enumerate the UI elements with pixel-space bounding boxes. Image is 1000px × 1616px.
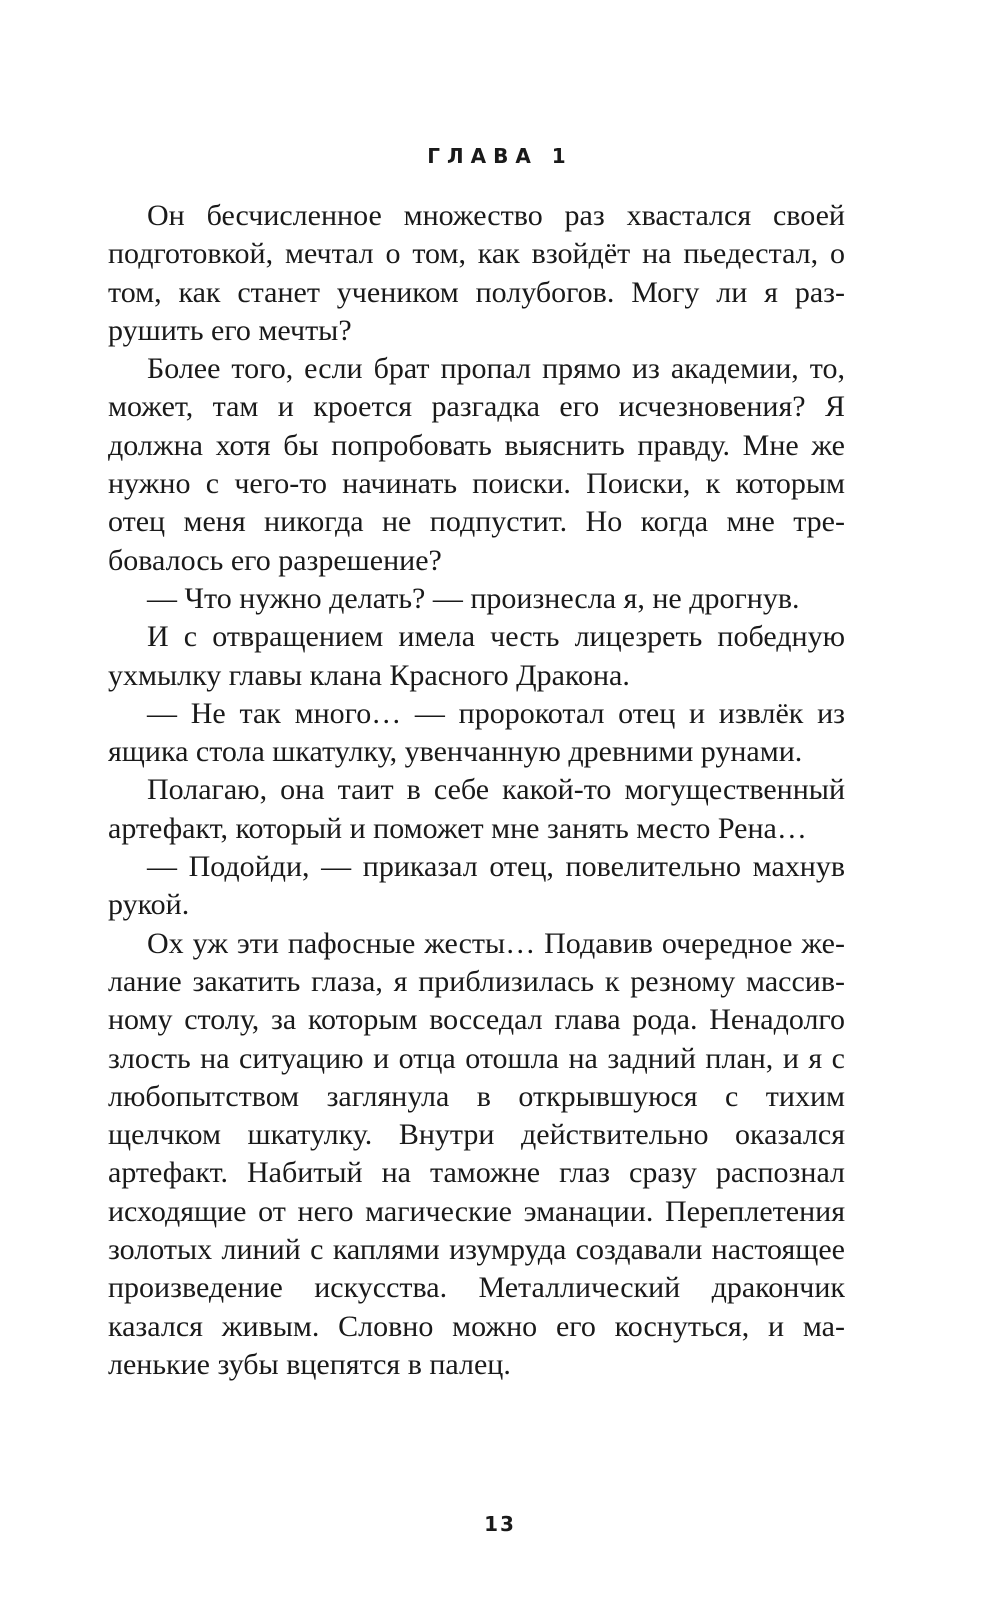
body-text — [108, 197, 845, 1384]
paragraph: Ох уж эти пафосные жесты… Подавив очередное желание закатить глаза, я приблизилась к резному массивному столу, за которым восседал глава рода. Ненадолго злость на ситуацию и отца отошла на задний план, и я с любопытством заглянула в открывшуюся с тихим щелчком шкатулку. Внутри действительно оказался артефакт. Набитый на таможне глаз сразу распознал исходящие от него магические эманации. Переплетения золотых линий с каплями изумруда создавали настоящее произведение искусства. Металлический дракончик казался живым. Словно можно его коснуться, и маленькие зубы вцепятся в палец. — [108, 926, 845, 1381]
chapter-title: ГЛАВА 1 — [427, 144, 573, 168]
paragraph: Он бесчисленное множество раз хвастался своей подготовкой, мечтал о том, как взойдёт на пьедестал, о том, как станет учеником полубогов. Могу ли я разрушить его мечты? — [108, 199, 845, 347]
paragraph: Полагаю, она таит в себе какой-то могущественный артефакт, который и поможет мне занять место Рена… — [108, 773, 845, 845]
paragraph: И с отвращением имела честь лицезреть победную ухмылку главы клана Красного Дракона. — [108, 620, 845, 692]
page-number: 13 — [484, 1512, 516, 1536]
paragraph: Более того, если брат пропал прямо из академии, то, может, там и кроется разгадка его исчезновения? Я должна хотя бы попробовать выяснить правду. Мне же нужно с чего-то начинать поиски. Поиски, к которым отец меня никогда не подпустит. Но когда мне требовалось его разрешение? — [108, 352, 845, 577]
paragraph: — Подойди, — приказал отец, повелительно махнув рукой. — [108, 850, 845, 922]
paragraph: — Не так много… — пророкотал отец и извлёк из ящика стола шкатулку, увенчанную древними рунами. — [108, 696, 845, 769]
paragraph: — Что нужно делать? — произнесла я, не дрогнув. — [147, 581, 800, 615]
